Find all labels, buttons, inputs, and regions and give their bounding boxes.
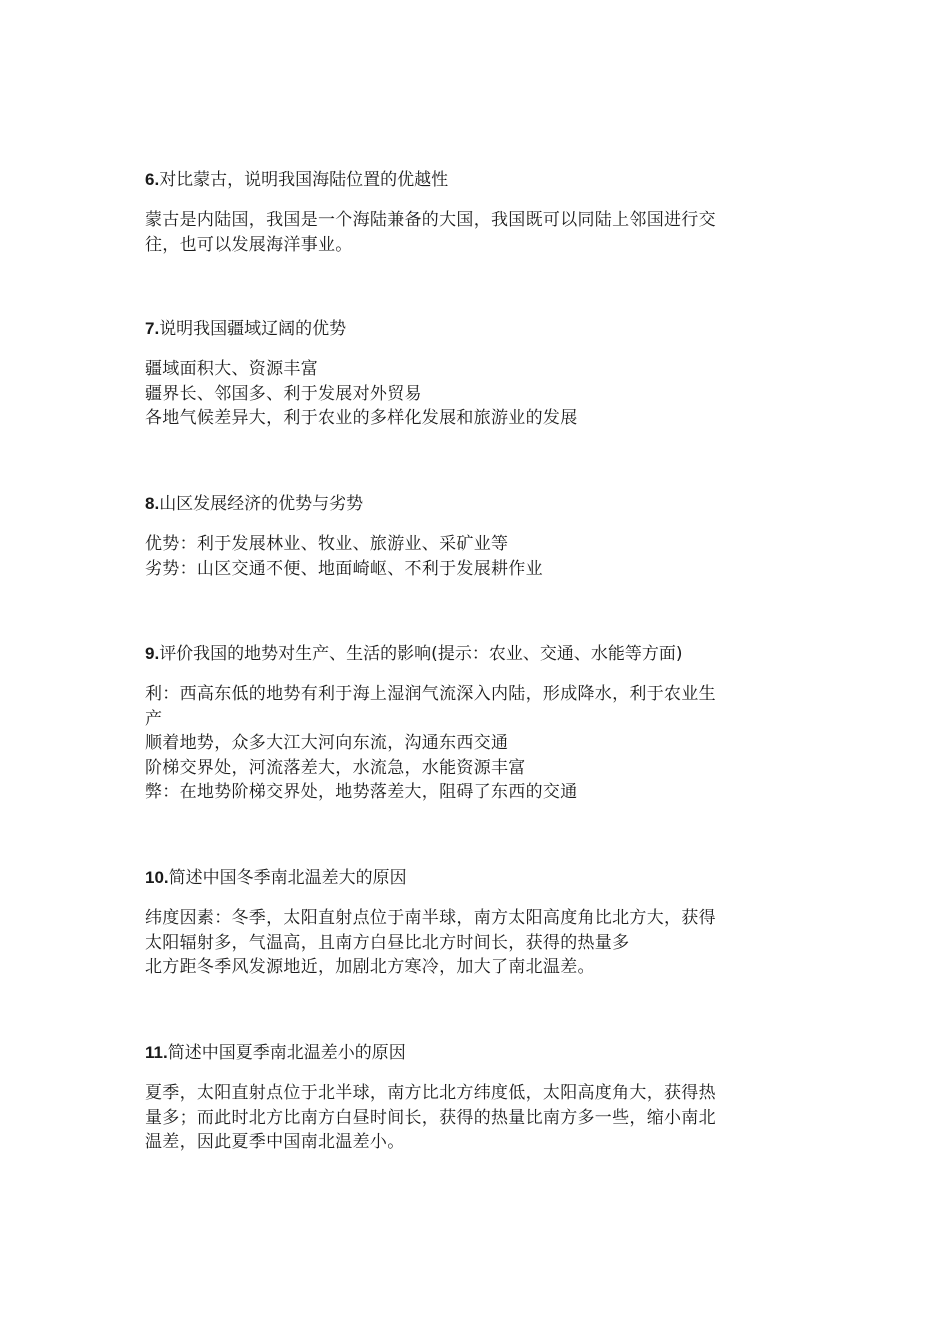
answer-line: 优势：利于发展林业、牧业、旅游业、采矿业等 (145, 534, 509, 554)
answer-line: 产 (145, 708, 163, 729)
question-number: 7. (145, 319, 160, 338)
question-number: 11. (145, 1043, 168, 1062)
answer-line: 北方距冬季风发源地近，加剧北方寒冷，加大了南北温差。 (145, 957, 595, 977)
question-block-8 (145, 492, 810, 581)
answer-line: 蒙古是内陆国，我国是一个海陆兼备的大国，我国既可以同陆上邻国进行交 (145, 210, 716, 230)
answer-line: 弊：在地势阶梯交界处，地势落差大，阻碍了东西的交通 (145, 782, 578, 802)
question-number: 10. (145, 868, 169, 887)
answer-line: 顺着地势，众多大江大河向东流，沟通东西交通 (145, 733, 509, 753)
question-number: 9. (145, 644, 160, 663)
answer-line: 量多；而此时北方比南方白昼时间长，获得的热量比南方多一些，缩小南北 (145, 1107, 716, 1128)
question-number: 8. (145, 494, 160, 513)
answer-line: 纬度因素：冬季，太阳直射点位于南半球，南方太阳高度角比北方大，获得 (145, 908, 716, 928)
question-block-9 (145, 642, 810, 805)
answer-line: 太阳辐射多，气温高，且南方白昼比北方时间长，获得的热量多 (145, 932, 630, 953)
answer-block (145, 532, 810, 581)
question-block-11 (145, 1041, 810, 1155)
question-block-10 (145, 866, 810, 980)
question-heading (145, 1041, 810, 1065)
answer-block (145, 357, 810, 431)
question-text: 对比蒙古，说明我国海陆位置的优越性 (159, 170, 449, 190)
question-heading (145, 317, 810, 341)
question-heading (145, 642, 810, 666)
answer-block (145, 682, 810, 805)
answer-block (145, 906, 810, 980)
answer-block (145, 208, 810, 257)
question-number: 6. (145, 170, 160, 189)
question-block-7 (145, 317, 810, 431)
answer-block (145, 1081, 810, 1155)
answer-line: 各地气候差异大，利于农业的多样化发展和旅游业的发展 (145, 408, 578, 428)
answer-line: 疆域面积大、资源丰富 (145, 359, 318, 379)
answer-line: 阶梯交界处，河流落差大，水流急，水能资源丰富 (145, 757, 526, 778)
answer-line: 利：西高东低的地势有利于海上湿润气流深入内陆，形成降水，利于农业生 (145, 684, 716, 704)
question-text: 评价我国的地势对生产、生活的影响(提示：农业、交通、水能等方面) (159, 644, 683, 664)
question-heading (145, 492, 810, 516)
question-text: 简述中国冬季南北温差大的原因 (168, 868, 407, 888)
question-block-6 (145, 168, 810, 257)
answer-line: 疆界长、邻国多、利于发展对外贸易 (145, 383, 422, 404)
answer-line: 往，也可以发展海洋事业。 (145, 234, 353, 255)
answer-line: 温差，因此夏季中国南北温差小。 (145, 1132, 405, 1152)
question-heading (145, 168, 810, 192)
question-text: 山区发展经济的优势与劣势 (159, 494, 364, 514)
question-text: 简述中国夏季南北温差小的原因 (167, 1043, 406, 1063)
question-text: 说明我国疆域辽阔的优势 (159, 319, 347, 339)
question-heading (145, 866, 810, 890)
answer-line: 劣势：山区交通不便、地面崎岖、不利于发展耕作业 (145, 558, 543, 579)
answer-line: 夏季，太阳直射点位于北半球，南方比北方纬度低，太阳高度角大，获得热 (145, 1083, 716, 1103)
